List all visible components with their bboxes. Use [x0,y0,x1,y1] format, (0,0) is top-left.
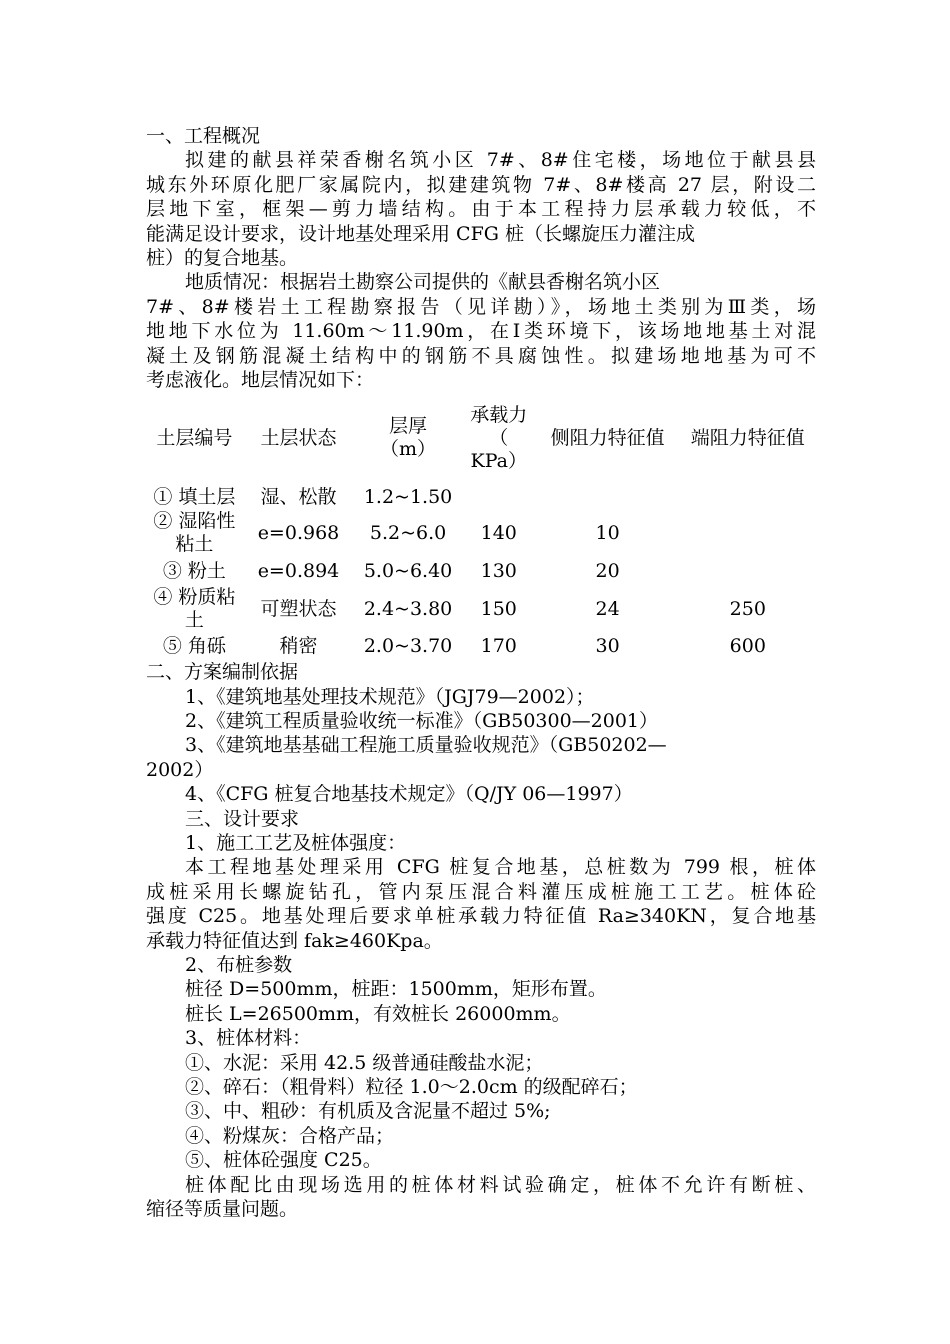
text-line: 成桩采用长螺旋钻孔，管内泵压混合料灌压成桩施工工艺。桩体砼 [146,880,816,903]
cell-layer-state: e=0.968 [257,521,340,544]
list-item: ③、中、粗砂：有机质及含泥量不超过 5%; [185,1100,551,1123]
cell-bearing: 170 [480,634,517,657]
table-row [146,510,816,556]
cell-thickness: 5.0~6.40 [363,559,453,582]
header-bearing-label: 承载力 [470,403,528,426]
pile-length-text: 桩长 L=26500mm，有效桩长 26000mm。 [185,1002,571,1025]
subsection-2-title: 2、布桩参数 [185,953,293,976]
section-3-title: 三、设计要求 [185,807,300,830]
text-line: 城东外环原化肥厂家属院内，拟建建筑物 7#、8#楼高 27 层，附设二 [146,173,816,196]
text-line: 考虑液化。地层情况如下： [146,368,375,391]
header-side-resistance: 侧阻力特征值 [550,426,665,449]
cell-bearing: 140 [480,521,517,544]
table-header-row [146,392,816,484]
table-row [146,556,816,586]
section-1-title: 一、工程概况 [146,125,261,147]
list-item: 4、《CFG 桩复合地基技术规定》（Q/JY 06—1997） [185,783,633,806]
text-line: 地质情况：根据岩土勘察公司提供的《献县香榭名筑小区 [185,271,661,294]
list-item: ②、碎石：（粗骨料）粒径 1.0～2.0cm 的级配碎石； [185,1075,638,1098]
subsection-3-title: 3、桩体材料： [185,1027,312,1050]
table-row [146,484,816,510]
text-line: 承载力特征值达到 fak≥460Kpa。 [146,929,443,952]
materials-list [146,1051,816,1173]
cell-layer-state: 稍密 [279,634,318,657]
list-item: 3、《建筑地基基础工程施工质量验收规范》（GB50202— [185,734,667,757]
text-line: 拟建的献县祥荣香榭名筑小区 7#、8#住宅楼，场地位于献县县 [185,149,816,172]
table-row [146,632,816,660]
soil-layer-table [146,392,816,660]
cell-end-resistance [680,556,816,586]
cell-side-resistance: 10 [595,521,620,544]
list-item: 1、《建筑地基处理技术规范》（JGJ79—2002）； [185,685,595,708]
text-line: 凝土及钢筋混凝土结构中的钢筋不具腐蚀性。拟建场地地基为可不 [146,344,816,367]
header-layer-no: 土层编号 [156,426,233,449]
cell-layer-state: 湿、松散 [260,485,337,508]
cell-bearing: 130 [480,559,517,582]
cell-end-resistance [680,484,816,510]
cell-side-resistance: 24 [595,597,620,620]
cell-side-resistance: 30 [595,634,620,657]
document-page [146,124,816,1221]
header-bearing [462,392,536,484]
header-bearing-unit: KPa） [470,449,527,472]
cell-thickness: 2.0~3.70 [363,634,453,657]
header-layer-state: 土层状态 [260,426,337,449]
list-item: ⑤、桩体砼强度 C25。 [185,1149,382,1172]
cell-bearing [462,484,536,510]
list-item-continuation: 2002） [146,758,214,781]
cell-thickness: 5.2~6.0 [369,521,447,544]
list-item: ④、粉煤灰：合格产品； [185,1124,395,1147]
cell-layer-no: ② 湿陷性 粘土 [153,510,236,556]
header-end-resistance: 端阻力特征值 [690,426,805,449]
cell-layer-no: ① 填土层 [153,485,236,508]
cell-side-resistance: 20 [595,559,620,582]
cell-layer-state: 可塑状态 [260,597,337,620]
cell-end-resistance: 600 [729,634,766,657]
header-bearing-paren: （ [489,426,509,449]
mix-ratio-paragraph [146,1173,816,1222]
text-line: 7#、8#楼岩土工程勘察报告（见详勘）》，场地土类别为Ⅲ类，场 [146,295,816,318]
cell-layer-no: ④ 粉质粘 土 [153,586,236,632]
text-line: 强度 C25。地基处理后要求单桩承载力特征值 Ra≥340KN，复合地基 [146,905,816,928]
text-line: 地地下水位为 11.60m～11.90m，在Ⅰ类环境下，该场地地基土对混 [146,320,816,343]
text-line: 层地下室，框架—剪力墙结构。由于本工程持力层承载力较低，不 [146,198,816,221]
text-line: 能满足设计要求，设计地基处理采用 CFG 桩（长螺旋压力灌注成 [146,222,695,245]
list-item: 2、《建筑工程质量验收统一标准》（GB50300—2001） [185,710,659,733]
text-line: 缩径等质量问题。 [146,1197,299,1220]
cell-thickness: 2.4~3.80 [363,597,453,620]
cell-layer-no: ⑤ 角砾 [162,634,226,657]
pile-diameter-text: 桩径 D=500mm，桩距：1500mm，矩形布置。 [185,978,607,1001]
cell-side-resistance [536,484,680,510]
text-line: 桩体配比由现场选用的桩体材料试验确定，桩体不允许有断桩、 [185,1173,816,1196]
section-2-title: 二、方案编制依据 [146,661,299,684]
text-line: 本工程地基处理采用 CFG 桩复合地基，总桩数为 799 根，桩体 [185,856,816,879]
cell-end-resistance: 250 [729,597,766,620]
table-row [146,586,816,632]
section-1-paragraph-2 [146,270,816,392]
cell-layer-no: ③ 粉土 [162,559,226,582]
header-thickness-unit: （m） [380,438,437,461]
section-1-paragraph-1 [146,148,816,270]
section-2-list [146,685,816,807]
cell-bearing: 150 [480,597,517,620]
list-item: ①、水泥：采用 42.5 级普通硅酸盐水泥； [185,1051,544,1074]
header-thickness [354,392,462,484]
subsection-1-paragraph [146,855,816,953]
cell-thickness: 1.2~1.50 [363,485,453,508]
cell-layer-state: e=0.894 [257,559,340,582]
subsection-1-title: 1、施工工艺及桩体强度： [185,832,407,855]
header-thickness-label: 层厚 [389,415,428,438]
cell-end-resistance [680,510,816,556]
text-line: 桩）的复合地基。 [146,246,299,269]
